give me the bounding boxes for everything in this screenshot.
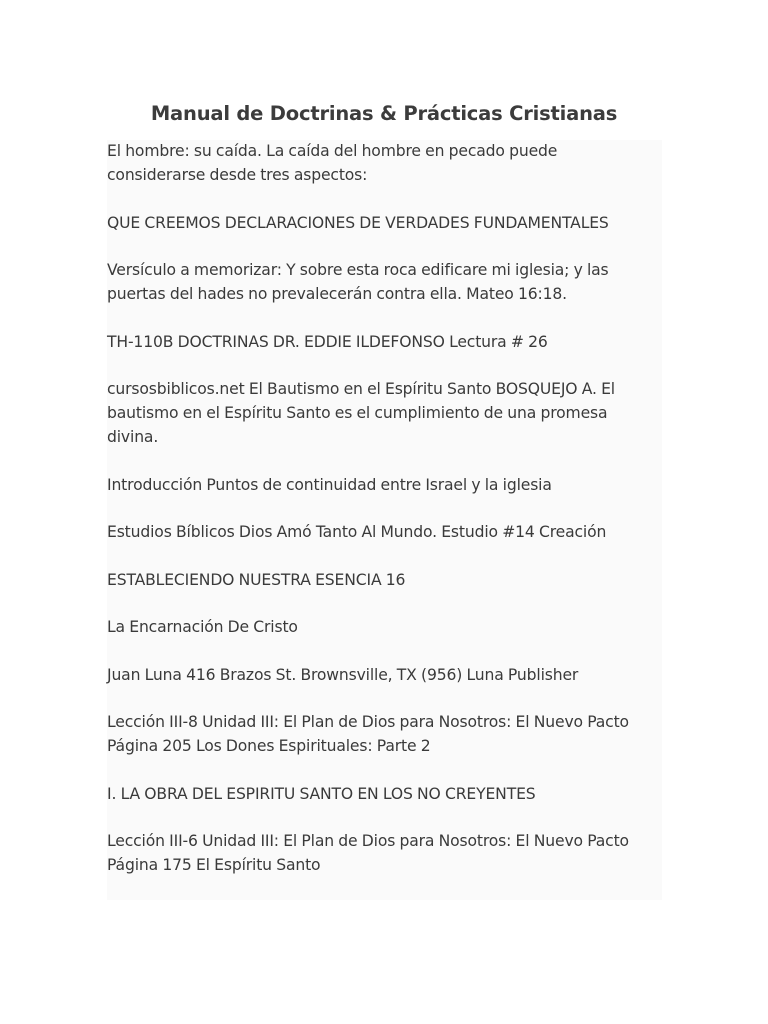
list-item	[107, 568, 667, 592]
list-item	[107, 782, 667, 806]
entry-text-line: bautismo en el Espíritu Santo es el cumplimiento de una promesa	[107, 404, 608, 422]
entry-text-line: QUE CREEMOS DECLARACIONES DE VERDADES FUNDAMENTALES	[107, 213, 609, 232]
list-item	[107, 258, 667, 306]
entry-text-line: puertas del hades no prevalecerán contra ella. Mateo 16:18.	[107, 285, 567, 303]
entry-text-line: ESTABLECIENDO NUESTRA ESENCIA 16	[107, 570, 406, 589]
list-item	[107, 330, 667, 354]
entry-text-line: Página 175 El Espíritu Santo	[107, 856, 321, 874]
entry-text-line: Versículo a memorizar: Y sobre esta roca edificare mi iglesia; y las	[107, 261, 609, 279]
entry-text-line: Lección III-8 Unidad III: El Plan de Dios para Nosotros: El Nuevo Pacto	[107, 713, 629, 731]
list-item	[107, 615, 667, 639]
entry-text-line: TH-110B DOCTRINAS DR. EDDIE ILDEFONSO Lectura # 26	[107, 332, 548, 351]
page-title: Manual de Doctrinas & Prácticas Cristianas	[150, 102, 618, 125]
list-item	[107, 211, 667, 235]
entry-text-line: La Encarnación De Cristo	[107, 618, 298, 636]
entry-text-line: El hombre: su caída. La caída del hombre en pecado puede	[107, 142, 558, 160]
list-item	[107, 829, 667, 877]
entry-text-line: considerarse desde tres aspectos:	[107, 166, 368, 184]
list-item	[107, 710, 667, 758]
entry-text-line: Introducción Puntos de continuidad entre Israel y la iglesia	[107, 475, 552, 494]
list-item	[107, 139, 667, 187]
entry-text-line: Juan Luna 416 Brazos St. Brownsville, TX (956) Luna Publisher	[107, 665, 579, 684]
list-item	[107, 520, 667, 544]
entry-text-line: divina.	[107, 428, 159, 446]
list-item	[107, 473, 667, 497]
list-item	[107, 663, 667, 687]
entry-text-line: I. LA OBRA DEL ESPIRITU SANTO EN LOS NO CREYENTES	[107, 784, 536, 803]
entry-text-line: Estudios Bíblicos Dios Amó Tanto Al Mundo. Estudio #14 Creación	[107, 523, 607, 541]
entry-text-line: Lección III-6 Unidad III: El Plan de Dios para Nosotros: El Nuevo Pacto	[107, 832, 629, 850]
entry-text-line: Página 205 Los Dones Espirituales: Parte 2	[107, 737, 431, 755]
list-item	[107, 377, 667, 449]
entry-text-line: cursosbiblicos.net El Bautismo en el Espíritu Santo BOSQUEJO A. El	[107, 380, 615, 398]
entry-list	[107, 139, 667, 901]
